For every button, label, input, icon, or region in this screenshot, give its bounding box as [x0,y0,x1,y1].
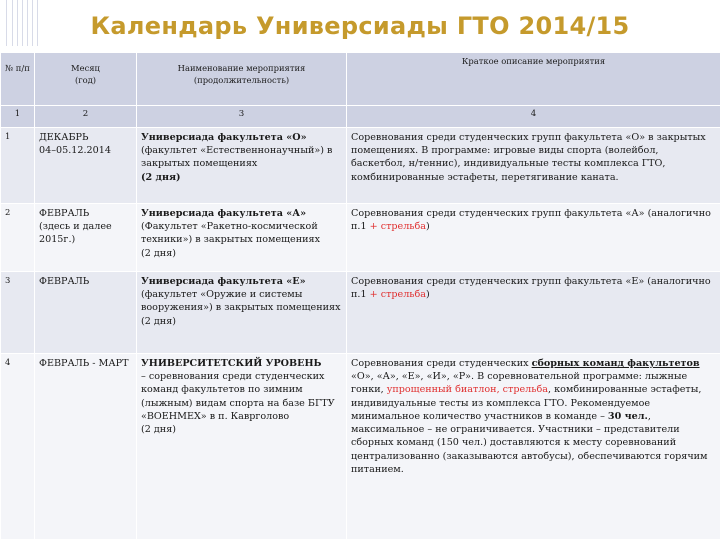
header-event-line2: (продолжительность) [193,74,290,85]
event-desc: (факультет «Естественнонаучный») в закрытых помещениях [141,145,333,170]
column-number: 2 [35,106,137,128]
table-row [1,204,720,272]
row-description [347,204,720,272]
description-highlight: + стрельба [369,221,427,233]
row-event [137,204,347,272]
event-duration: (2 дня) [141,315,176,327]
table-row [1,128,720,204]
column-number: 1 [1,106,35,128]
row-month [35,128,137,204]
description-text: Соревнования среди студенческих [351,358,532,369]
month-date: (здесь и далее 2015г.) [39,221,112,246]
description-text: Соревнования среди студенческих групп факультета «А» (аналогично п.1 [351,208,711,233]
row-event [137,354,347,540]
event-title: Универсиада факультета «О» [141,132,307,143]
table-row [1,272,720,354]
event-title: Универсиада факультета «А» [141,208,307,219]
row-description [347,354,720,540]
event-duration: (2 дня) [141,247,176,259]
description-text: ) [426,289,430,301]
month-name: ФЕВРАЛЬ - МАРТ [39,358,129,369]
row-event [137,128,347,204]
table-header-row [1,53,720,106]
description-text: «О», «А», «Е», «И», «Р». В соревновательной программе: лыжные гонки, [351,371,688,396]
description-bold: 30 чел. [607,410,648,422]
row-number: 4 [1,354,35,540]
event-duration: (2 дня) [141,171,181,183]
header-month [35,53,137,106]
description-text: Соревнования среди студенческих групп факультета «Е» (аналогично п.1 [351,276,711,301]
description-text: ) [426,221,430,233]
event-desc: (факультет «Оружие и системы вооружения») в закрытых помещениях [141,289,341,314]
header-month-line2: (год) [74,74,97,85]
event-desc: (Факультет «Ракетно-космической техники») в закрытых помещениях [141,221,320,246]
description-highlight: + стрельба [369,289,427,301]
row-event [137,272,347,354]
month-name: ДЕКАБРЬ [39,132,89,143]
month-name: ФЕВРАЛЬ [39,208,90,219]
description-underlined: сборных команд факультетов [531,358,700,369]
row-description [347,272,720,354]
column-number-row [1,106,720,128]
column-number: 3 [137,106,347,128]
column-number: 4 [347,106,720,128]
month-name: ФЕВРАЛЬ [39,276,90,287]
event-duration: (2 дня) [141,424,176,436]
row-description: Соревнования среди студенческих групп факультета «О» в закрытых помещениях. В программе: игровые виды спорта (волейбол, баскетбол, н/теннис), индивидуальные тесты комплекса ГТО, комбинированные эстафеты, перетягивание каната. [347,128,720,204]
row-month [35,272,137,354]
description-text: , комбинированные эстафеты, индивидуальные тесты из комплекса ГТО. Рекомендуемое минимальное количество участников в команде – [351,384,702,422]
event-title: Универсиада факультета «Е» [141,276,306,287]
header-event-line1: Наименование мероприятия [177,63,306,73]
header-month-line1: Месяц [71,63,100,73]
event-desc: – соревнования среди студенческих команд факультетов по зимним (лыжным) видам спорта на базе БГТУ «ВОЕНМЕХ» в п. Каврголово [141,371,335,422]
row-number: 3 [1,272,35,354]
header-event [137,53,347,106]
calendar-table [0,52,720,540]
event-title: УНИВЕРСИТЕТСКИЙ УРОВЕНЬ [141,358,322,369]
month-date: 04–05.12.2014 [39,145,111,157]
row-number: 2 [1,204,35,272]
description-highlight: упрощенный биатлон, стрельба [386,384,548,396]
header-description: Краткое описание мероприятия [347,53,720,106]
table-row [1,354,720,540]
description-text: , максимальное – не ограничивается. Участники – представители сборных команд (150 чел.) доставляются к месту соревнований централизованно (заказываются автобусы), обеспечиваются горячим питанием. [351,410,708,475]
row-number: 1 [1,128,35,204]
page-title: Календарь Универсиады ГТО 2014/15 [90,12,630,40]
row-month [35,354,137,540]
header-num: № п/п [1,53,35,106]
row-month [35,204,137,272]
